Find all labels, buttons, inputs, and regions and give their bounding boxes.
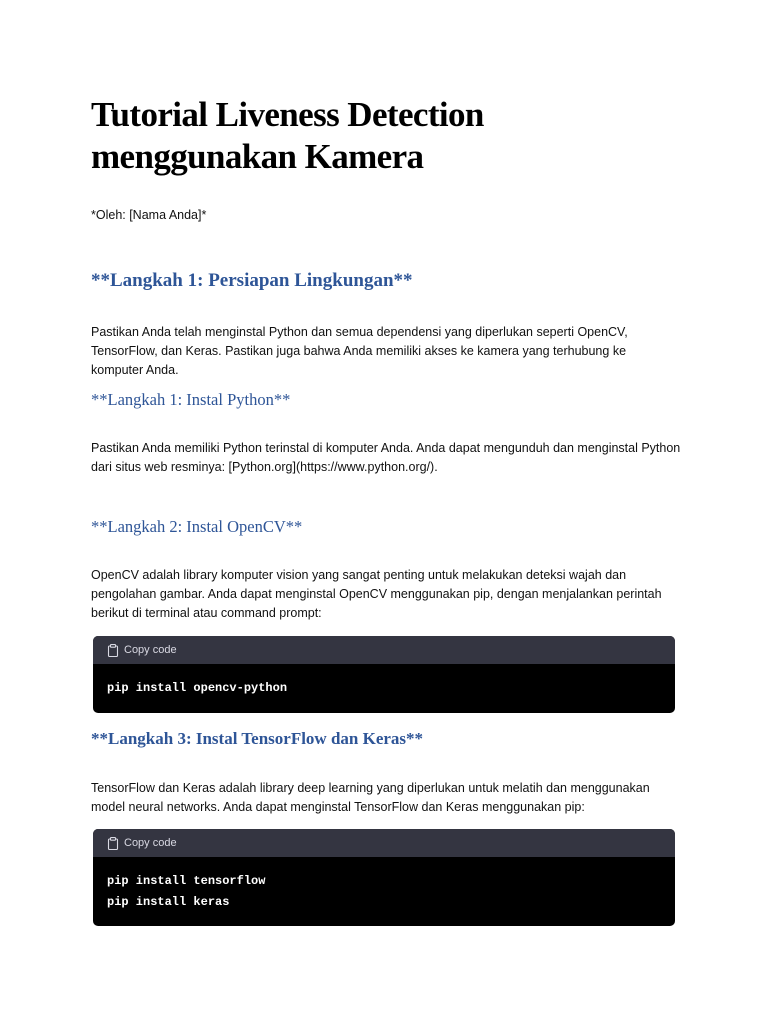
code-content — [93, 857, 675, 923]
copy-code-button[interactable] — [93, 636, 675, 664]
code-block-tensorflow — [93, 829, 675, 926]
document-title — [91, 94, 651, 178]
title-line-1: Tutorial Liveness Detection — [91, 95, 484, 134]
section-heading-python: **Langkah 1: Instal Python** — [91, 390, 291, 409]
clipboard-icon — [107, 837, 119, 850]
copy-code-label: Copy code — [124, 644, 177, 656]
code-content — [93, 664, 675, 709]
section-body-tensorflow: TensorFlow dan Keras adalah library deep learning yang diperlukan untuk melatih dan menggunakan model neural networks. Anda dapat menginstal TensorFlow dan Keras menggunakan pip: — [91, 781, 650, 814]
code-block-opencv — [93, 636, 675, 713]
section-body-opencv: OpenCV adalah library komputer vision yang sangat penting untuk melakukan deteksi wajah dan pengolahan gambar. Anda dapat menginstal OpenCV menggunakan pip, dengan menjalankan perintah berikut di terminal atau command prompt: — [91, 568, 662, 620]
code-line: pip install tensorflow — [107, 874, 266, 888]
code-line: pip install keras — [107, 895, 230, 909]
copy-code-button[interactable] — [93, 829, 675, 857]
clipboard-icon — [107, 644, 119, 657]
title-line-2: menggunakan Kamera — [91, 137, 424, 176]
section-body-python: Pastikan Anda memiliki Python terinstal di komputer Anda. Anda dapat mengunduh dan menginstal Python dari situs web resminya: [Python.org](https://www.python.org/). — [91, 441, 681, 474]
section-heading-opencv: **Langkah 2: Instal OpenCV** — [91, 517, 303, 536]
copy-code-label: Copy code — [124, 837, 177, 849]
section-body-prep: Pastikan Anda telah menginstal Python dan semua dependensi yang diperlukan seperti OpenCV, TensorFlow, dan Keras. Pastikan juga bahwa Anda memiliki akses ke kamera yang terhubung ke komputer Anda. — [91, 325, 628, 377]
section-heading-tensorflow: **Langkah 3: Instal TensorFlow dan Keras** — [91, 729, 424, 748]
section-heading-prep: **Langkah 1: Persiapan Lingkungan** — [91, 270, 413, 291]
author-line: *Oleh: [Nama Anda]* — [91, 208, 207, 222]
code-line: pip install opencv-python — [107, 681, 288, 695]
